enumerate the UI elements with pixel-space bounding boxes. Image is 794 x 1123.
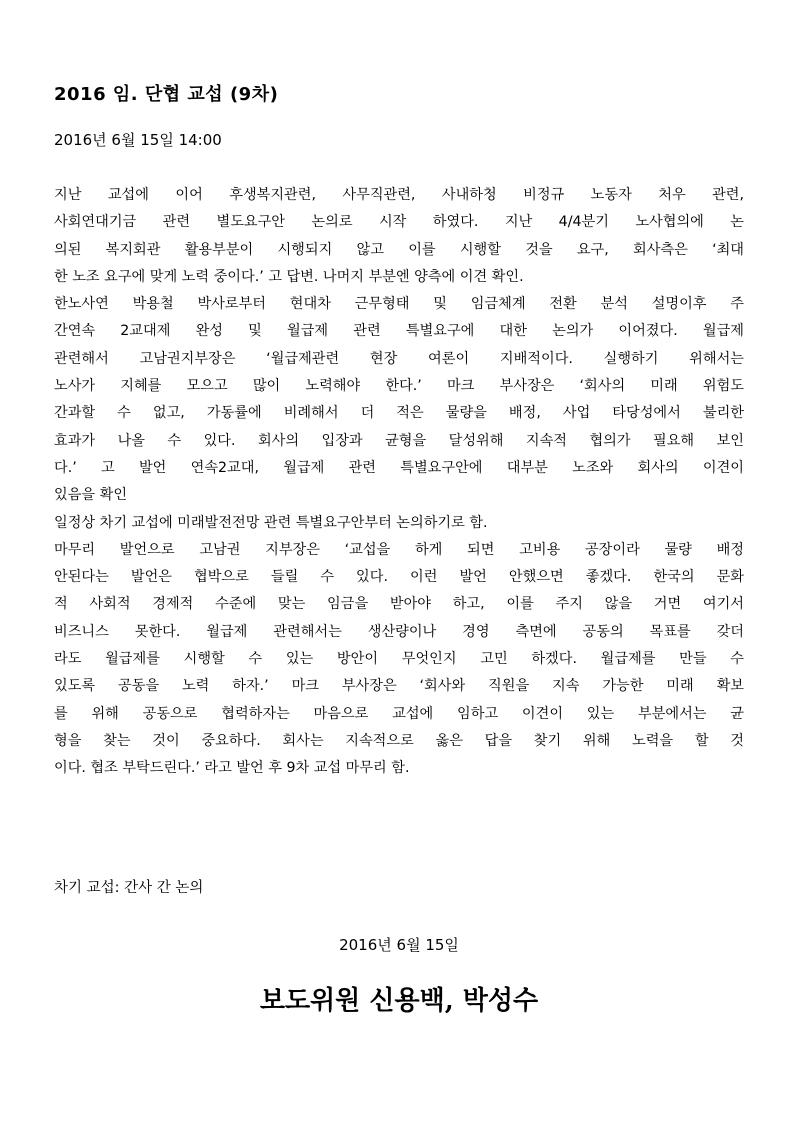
- body-line: 다.’ 고 발언 연속2교대, 월급제 관련 특별요구안에 대부분 노조와 회사의 이견이: [54, 459, 744, 476]
- sign-date: 2016년 6월 15일: [339, 936, 459, 954]
- meeting-datetime: 2016년 6월 15일 14:00: [54, 131, 222, 149]
- body-line: 노사가 지혜를 모으고 많이 노력해야 한다.’ 마크 부사장은 ‘회사의 미래 위험도: [54, 378, 744, 395]
- body-line: 있음을 확인: [54, 487, 128, 504]
- body-line: 안된다는 발언은 협박으로 들릴 수 있다. 이런 발언 안했으면 좋겠다. 한국의 문화: [54, 569, 744, 586]
- body-line: 사회연대기금 관련 별도요구안 논의로 시작 하였다. 지난 4/4분기 노사협의에 논: [54, 214, 744, 231]
- body-line: 일정상 차기 교섭에 미래발전전망 관련 특별요구안부터 논의하기로 함.: [54, 514, 488, 531]
- body-line: 마무리 발언으로 고남권 지부장은 ‘교섭을 하게 되면 고비용 공장이라 물량 배정: [54, 541, 744, 558]
- body-line: 있도록 공동을 노력 하자.’ 마크 부사장은 ‘회사와 직원을 지속 가능한 미래 확보: [54, 678, 744, 695]
- body-line: 관련해서 고남권지부장은 ‘월급제관련 현장 여론이 지배적이다. 실행하기 위해서는: [54, 350, 744, 367]
- body-line: 한노사연 박용철 박사로부터 현대차 근무형태 및 임금체계 전환 분석 설명이후 주: [54, 296, 744, 313]
- body-line: 의된 복지회관 활용부분이 시행되지 않고 이를 시행할 것을 요구, 회사측은 ‘최대: [54, 241, 744, 258]
- document-title: 2016 임. 단협 교섭 (9차): [54, 84, 279, 105]
- body-line: 간연속 2교대제 완성 및 월급제 관련 특별요구에 대한 논의가 이어졌다. 월급제: [54, 323, 744, 340]
- next-meeting-note: 차기 교섭: 간사 간 논의: [54, 880, 204, 896]
- body-line: 비즈니스 못한다. 월급제 관련해서는 생산량이나 경영 측면에 공동의 목표를 갖더: [54, 623, 744, 640]
- body-line: 를 위해 공동으로 협력하자는 마음으로 교섭에 임하고 이견이 있는 부분에서는 균: [54, 705, 744, 722]
- body-line: 적 사회적 경제적 수준에 맞는 임금을 받아야 하고, 이를 주지 않을 거면 여기서: [54, 596, 744, 613]
- body-line: 간과할 수 없고, 가동률에 비례해서 더 적은 물량을 배정, 사업 타당성에서 불리한: [54, 405, 744, 422]
- body-line: 지난 교섭에 이어 후생복지관련, 사무직관련, 사내하청 비정규 노동자 처우 관련,: [54, 187, 744, 203]
- meeting-body: [54, 182, 744, 783]
- body-line: 이다. 협조 부탁드린다.’ 라고 발언 후 9차 교섭 마무리 함.: [54, 760, 410, 777]
- body-line: 효과가 나올 수 있다. 회사의 입장과 균형을 달성위해 지속적 협의가 필요해 보인: [54, 432, 744, 449]
- reporters-signature: 보도위원 신용백, 박성수: [259, 986, 539, 1016]
- body-line: 형을 찾는 것이 중요하다. 회사는 지속적으로 옳은 답을 찾기 위해 노력을 할 것: [54, 732, 744, 749]
- body-line: 라도 월급제를 시행할 수 있는 방안이 무엇인지 고민 하겠다. 월급제를 만들 수: [54, 651, 744, 668]
- body-line: 한 노조 요구에 맞게 노력 중이다.’ 고 답변. 나머지 부분엔 양측에 이견 확인.: [54, 268, 524, 285]
